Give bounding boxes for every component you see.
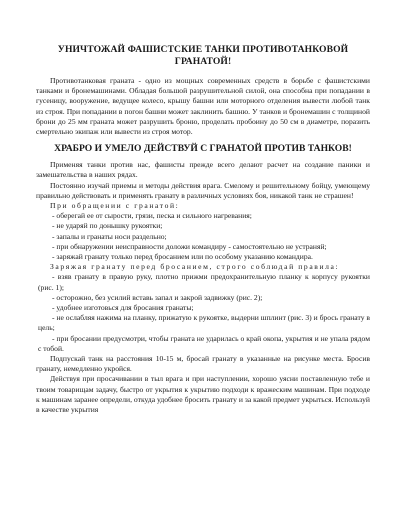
intro-block bbox=[36, 76, 370, 137]
rule-item: - при бросании предусмотри, чтобы граната не ударилась о край окопа, укрытия и не упала рядом с тобой. bbox=[38, 333, 370, 353]
rule-item: - удобнее изготовься для бросания гранаты; bbox=[52, 303, 194, 313]
rule-item: - не ударяй по донышку рукоятки; bbox=[52, 221, 163, 231]
rule-item: - не ослабляя нажима на планку, прижатую к рукоятке, выдерни шплинт (рис. 3) и брось гранату в цель; bbox=[38, 313, 370, 333]
body-paragraph: Действуя при просачивании в тыл врага и при наступлении, хорошо уясни поставленную тебе и твоим товарищам задачу, быстро от укрытия к укрытию подходи к вражеским машинам. При подходе к машинам заранее определи, откуда удобнее бросить гранату и за какой предмет укрыться. Используй в качестве укрытия bbox=[36, 374, 370, 415]
rules-heading: При обращении с гранатой: bbox=[50, 201, 180, 211]
rule-item: - осторожно, без усилий вставь запал и закрой задвижку (рис. 2); bbox=[52, 292, 263, 302]
rule-item: - при обнаружении неисправности доложи командиру - самостоятельно не устраняй; bbox=[52, 241, 327, 251]
body-block bbox=[36, 160, 370, 415]
rule-item: - взяв гранату в правую руку, плотно прижми предохранительную планку к корпусу рукоятки (рис. 1); bbox=[38, 272, 370, 292]
rule-item: - оберегай ее от сырости, грязи, песка и сильного нагревания; bbox=[52, 211, 252, 221]
rules-heading: Заряжая гранату перед бросанием, строго соблюдай правила: bbox=[50, 262, 340, 272]
intro-paragraph: Противотанковая граната - одно из мощных современных средств в борьбе с фашистскими танками и бронемашинами. Обладая большой разрушительной силой, она способна при попадании в гусеницу, вооружение, ведущее колесо, крышу башни или моторного отделения вывести любой танк из строя. При попадании в погон башни может заклинить башню. У танков и бронемашин с толщиной брони до 25 мм граната может разрушить броню, проделать пробоину до 50 см в диаметре, поразить смертельно экипаж или вывести из строя мотор. bbox=[36, 76, 370, 137]
body-paragraph: Постоянно изучай приемы и методы действия врага. Смелому и решительному бойцу, умеющему правильно действовать и применять гранату в различных условиях боя, никакой танк не страшен! bbox=[36, 180, 370, 200]
section-title: ХРАБРО И УМЕЛО ДЕЙСТВУЙ С ГРАНАТОЙ ПРОТИВ ТАНКОВ! bbox=[54, 143, 352, 155]
page-title: УНИЧТОЖАЙ ФАШИСТСКИЕ ТАНКИ ПРОТИВОТАНКОВОЙ ГРАНАТОЙ! bbox=[57, 44, 349, 67]
body-paragraph: Применяя танки против нас, фашисты прежде всего делают расчет на создание паники и замешательства в наших рядах. bbox=[36, 160, 370, 180]
body-paragraph: Подпускай танк на расстояния 10-15 м, бросай гранату в указанные на рисунке места. Бросив гранату, немедленно укройся. bbox=[36, 354, 370, 374]
rule-item: - запалы и гранаты носи раздельно; bbox=[52, 231, 167, 241]
rule-item: - заряжай гранату только перед бросанием или по особому указанию командира. bbox=[52, 252, 313, 262]
